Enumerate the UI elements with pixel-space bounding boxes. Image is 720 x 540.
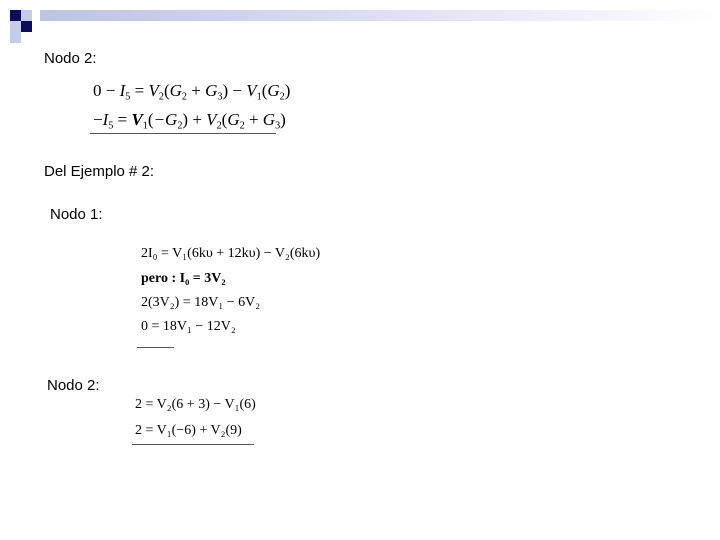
decor-square: [21, 21, 32, 32]
equation-nodo2-line2: $-I_5 = V_1(-G_2) + V_2(G_2 + G_3)$: [93, 110, 286, 132]
intro-del-ejemplo: Del Ejemplo # 2:: [44, 163, 155, 180]
equation-nodo2b-line1: 2 = V₂(6 + 3) − V₁(6): [135, 397, 256, 412]
equation-nodo2-line1: $0 - I_5 = V_2(G_2 + G_3) - V_1(G_2)$: [93, 81, 291, 103]
equation-underline: [132, 444, 254, 445]
equation-nodo2b-line2: 2 = V₁(−6) + V₂(9): [135, 423, 242, 438]
decor-square: [21, 10, 32, 21]
equation-nodo1-line4: 0 = 18V₁ − 12V₂: [141, 319, 236, 334]
equation-nodo1-line1: 2I₀ = V₁(6kυ + 12kυ) − V₂(6kυ): [141, 246, 321, 261]
heading-nodo-1: Nodo 1:: [50, 206, 103, 223]
equation-underline: [137, 347, 174, 348]
equation-underline: [90, 133, 276, 134]
header-bar: [40, 10, 720, 21]
heading-nodo-2: Nodo 2:: [44, 50, 97, 67]
slide-decoration: [0, 0, 720, 50]
heading-nodo-2-second: Nodo 2:: [47, 377, 100, 394]
decor-square: [10, 10, 21, 21]
decor-square: [10, 21, 21, 32]
equation-nodo1-line2: pero : I₀ = 3V₂: [141, 271, 226, 286]
equation-nodo1-line3: 2(3V₂) = 18V₁ − 6V₂: [141, 295, 261, 310]
decor-square: [10, 32, 21, 43]
